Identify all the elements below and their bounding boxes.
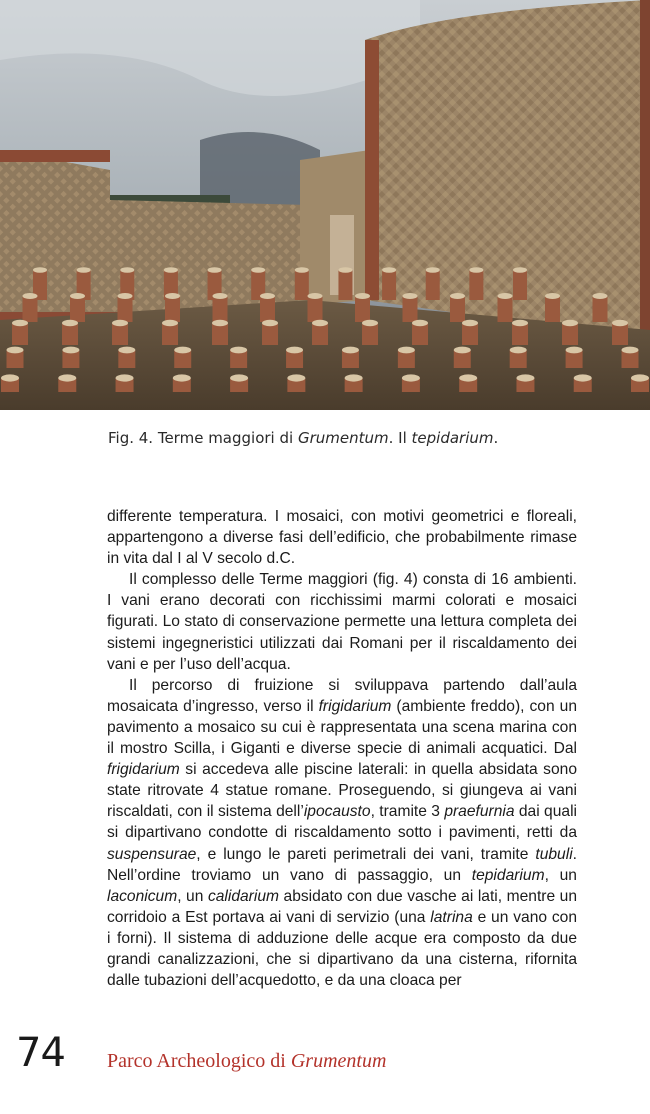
running-footer xyxy=(107,1050,386,1073)
text-segment: , e lungo le pareti perimetrali dei vani, tramite xyxy=(196,845,536,863)
hypocaust-pillar xyxy=(213,296,228,322)
pillar-top xyxy=(545,293,560,299)
pillar-top xyxy=(12,320,28,326)
pillar-top xyxy=(513,267,527,273)
italic-term: praefurnia xyxy=(444,803,515,821)
caption-prefix: Fig. 4. Terme maggiori di xyxy=(108,429,298,447)
pillar-top xyxy=(118,293,133,299)
text-segment: , tramite 3 xyxy=(370,803,445,821)
text-segment: si accedeva alle piscine laterali: in quella absidata sono state ritrovate 4 statue romane. Proseguendo, si giungeva ai vani riscaldati, con il sistema dell’ xyxy=(107,761,577,821)
hypocaust-pillar xyxy=(355,296,370,322)
pillar-top xyxy=(402,374,420,381)
hypocaust-pillar xyxy=(612,323,628,345)
pillar-top xyxy=(164,267,178,273)
italic-term: suspensurae xyxy=(107,845,197,863)
pillar-top xyxy=(342,347,359,354)
pillar-top xyxy=(118,347,135,354)
pillar-top xyxy=(165,293,180,299)
pillar-top xyxy=(174,347,191,354)
pillar-top xyxy=(251,267,265,273)
hypocaust-pillar xyxy=(562,323,578,345)
pillar-top xyxy=(230,347,247,354)
text-segment: , un xyxy=(544,866,577,884)
hypocaust-pillar xyxy=(23,296,38,322)
footer-title-site: Grumentum xyxy=(290,1050,387,1072)
pillar-top xyxy=(112,320,128,326)
caption-site: Grumentum xyxy=(297,429,389,447)
pillar-top xyxy=(77,267,91,273)
pillar-top xyxy=(566,347,583,354)
text-segment: e un vano con i forni). Il sistema di adduzione delle acque era composto da due grandi canalizzazioni, che si dipartivano da una cisterna, rifornita dalle tubazioni dell’acquedotto, e da una cloaca per xyxy=(107,908,577,990)
hypocaust-pillar xyxy=(545,296,560,322)
pillar-top xyxy=(208,267,222,273)
paragraph-2: Il complesso delle Terme maggiori (fig. 4) consta di 16 ambienti. I vani erano decorati con ricchissimi marmi colorati e mosaici figurati. Lo stato di conservazione permette una lettura completa dei sistemi ingegneristici utilizzati dai Romani per il riscaldamento dei vani e per l’uso dell’acqua. xyxy=(107,571,577,673)
footer-title-prefix: Parco Archeologico di xyxy=(107,1050,291,1072)
text-segment: . Nell’ordine troviamo un vano di passaggio, un xyxy=(107,845,577,884)
text-segment: Il percorso di fruizione si sviluppava partendo dall’aula mosaicata d’ingresso, verso il xyxy=(107,676,577,715)
hypocaust-pillar xyxy=(12,323,28,345)
hypocaust-pillar xyxy=(513,270,527,300)
hypocaust-pillar xyxy=(450,296,465,322)
tepidarium-photo xyxy=(0,0,650,410)
pillar-top xyxy=(612,320,628,326)
italic-term: tepidarium xyxy=(471,866,545,884)
pillar-top xyxy=(173,374,191,381)
pillar-top xyxy=(412,320,428,326)
hypocaust-pillar xyxy=(262,323,278,345)
pillar-top xyxy=(58,374,76,381)
pillar-top xyxy=(562,320,578,326)
pillar-top xyxy=(355,293,370,299)
hypocaust-pillar xyxy=(312,323,328,345)
pillar-top xyxy=(33,267,47,273)
italic-term: frigidarium xyxy=(107,761,180,779)
pillar-top xyxy=(512,320,528,326)
text-segment: absidato con due vasche ai lati, mentre un corridoio a Est portava ai vani di servizio (una xyxy=(107,887,578,926)
pillar-top xyxy=(7,347,24,354)
hypocaust-pillar xyxy=(112,323,128,345)
hypocaust-pillar xyxy=(362,323,378,345)
italic-term: latrina xyxy=(430,908,473,926)
text-segment: (ambiente freddo), con un pavimento a mosaico su cui è rappresentata una scena marina con il mostro Scilla, i Giganti e diverse specie di animali acquatici. Dal xyxy=(107,697,578,758)
italic-term: tubuli xyxy=(535,845,573,863)
italic-term: calidarium xyxy=(207,887,280,905)
pillar-top xyxy=(286,347,303,354)
pillar-top xyxy=(23,293,38,299)
hypocaust-pillar xyxy=(462,323,478,345)
pillar-top xyxy=(308,293,323,299)
pillar-top xyxy=(469,267,483,273)
hypocaust-pillar xyxy=(162,323,178,345)
pillar-top xyxy=(262,320,278,326)
figure-caption xyxy=(108,429,628,447)
pillar-top xyxy=(312,320,328,326)
hypocaust-pillar xyxy=(212,323,228,345)
pillar-top xyxy=(345,374,363,381)
body-text xyxy=(107,506,577,991)
pillar-top xyxy=(382,267,396,273)
hypocaust-pillar xyxy=(593,296,608,322)
hypocaust-pillar xyxy=(118,296,133,322)
pillar-top xyxy=(116,374,134,381)
pillar-top xyxy=(454,347,471,354)
hypocaust-pillar xyxy=(382,270,396,300)
pillar-top xyxy=(120,267,134,273)
text-segment: , un xyxy=(177,887,208,905)
hypocaust-pillar xyxy=(412,323,428,345)
italic-term: laconicum xyxy=(107,887,178,905)
text-segment: dai quali si dipartivano condotte di riscaldamento sotto i pavimenti, retti da xyxy=(107,803,577,842)
pillar-top xyxy=(593,293,608,299)
pillar-top xyxy=(516,374,534,381)
pillar-top xyxy=(338,267,352,273)
pillar-top xyxy=(1,374,19,381)
italic-term: frigidarium xyxy=(318,697,392,715)
pillar-top xyxy=(362,320,378,326)
italic-term: ipocausto xyxy=(303,803,371,821)
hypocaust-pillar xyxy=(469,270,483,300)
pillar-top xyxy=(260,293,275,299)
pillar-top xyxy=(510,347,527,354)
pillar-top xyxy=(230,374,248,381)
pillar-top xyxy=(459,374,477,381)
pillar-top xyxy=(213,293,228,299)
hypocaust-pillar xyxy=(512,323,528,345)
caption-room: tepidarium xyxy=(411,429,494,447)
hypocaust-pillar xyxy=(338,270,352,300)
hypocaust-pillar xyxy=(498,296,513,322)
pillar-top xyxy=(462,320,478,326)
pillar-top xyxy=(295,267,309,273)
page-number: 74 xyxy=(16,1030,65,1076)
pillar-top xyxy=(622,347,639,354)
pillar-top xyxy=(426,267,440,273)
pillar-top xyxy=(498,293,513,299)
pillar-top xyxy=(398,347,415,354)
pillar-top xyxy=(631,374,649,381)
pillar-top xyxy=(70,293,85,299)
pillar-top xyxy=(162,320,178,326)
pillar-top xyxy=(287,374,305,381)
paragraph-3 xyxy=(107,675,577,991)
hypocaust-pillar xyxy=(62,323,78,345)
caption-end: . xyxy=(493,429,499,447)
hypocaust-pillar xyxy=(165,296,180,322)
hypocaust-pillar xyxy=(308,296,323,322)
pillar-top xyxy=(574,374,592,381)
ruins-illustration xyxy=(0,0,650,410)
hypocaust-pillar xyxy=(295,270,309,300)
pillar-top xyxy=(403,293,418,299)
hypocaust-pillar xyxy=(426,270,440,300)
pillar-top xyxy=(62,347,79,354)
hypocaust-pillar xyxy=(70,296,85,322)
pillar-top xyxy=(212,320,228,326)
pillar-top xyxy=(450,293,465,299)
hypocaust-pillar xyxy=(260,296,275,322)
paragraph-1: differente temperatura. I mosaici, con motivi geometrici e floreali, appartengono a diverse fasi dell’edificio, che probabilmente rimase in vita dal I al V secolo d.C. xyxy=(107,508,577,568)
caption-mid: . Il xyxy=(388,429,412,447)
pillar-top xyxy=(62,320,78,326)
hypocaust-pillar xyxy=(403,296,418,322)
